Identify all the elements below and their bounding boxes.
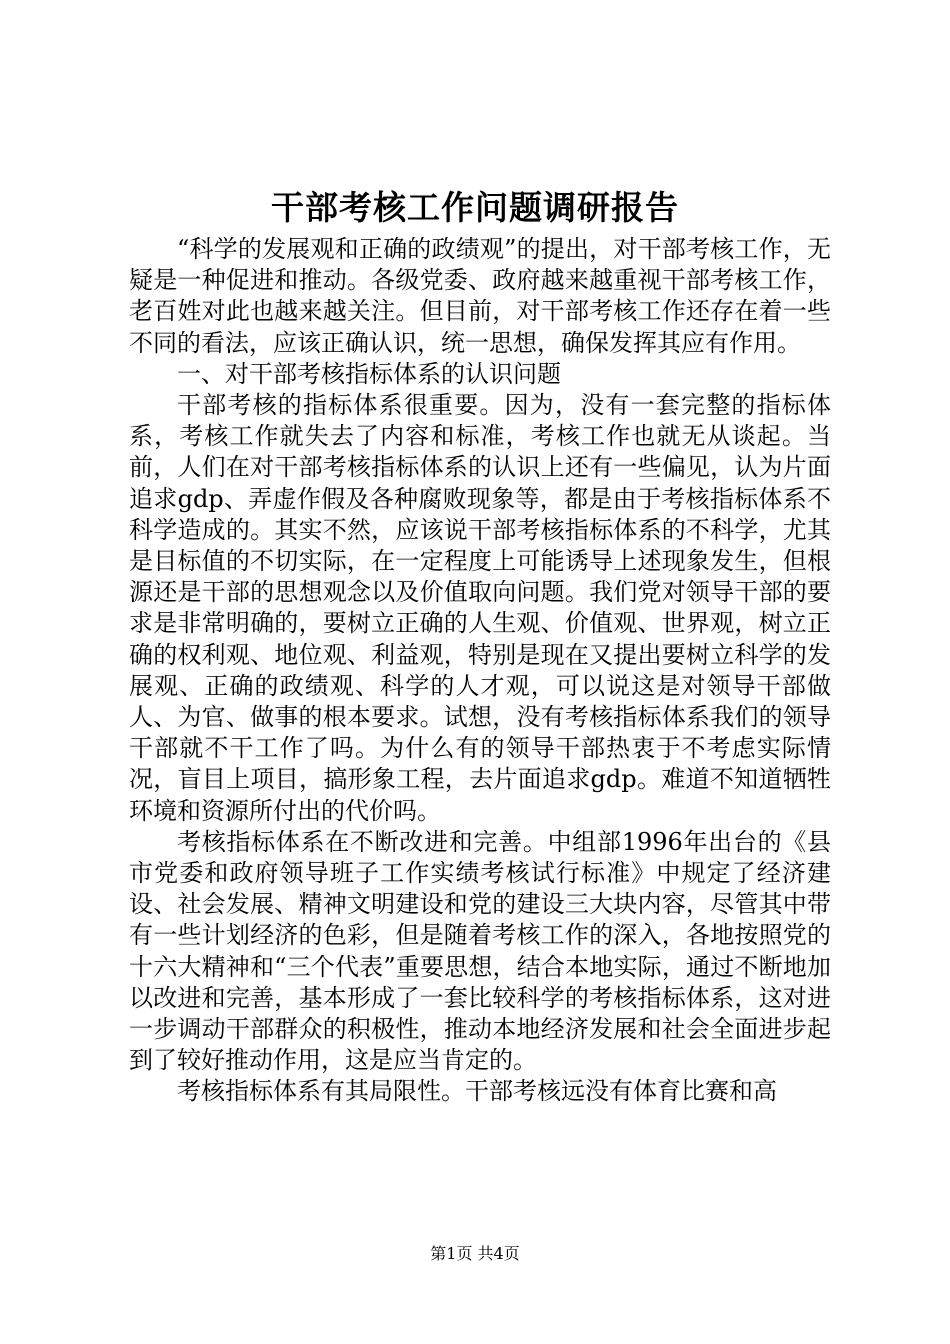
section-heading-1: 一、对干部考核指标体系的认识问题 xyxy=(177,359,561,388)
page-footer: 第1页 共4页 xyxy=(430,1244,520,1263)
paragraph-intro: “科学的发展观和正确的政绩观”的提出，对干部考核工作，无疑是一种促进和推动。各级党委、政府越来越重视干部考核工作，老百姓对此也越来越关注。但目前，对干部考核工作还存在着一些不同的看法，应该正确认识，统一思想，确保发挥其应有作用。 xyxy=(129,235,831,357)
paragraph-indicator-importance: 干部考核的指标体系很重要。因为，没有一套完整的指标体系，考核工作就失去了内容和标准，考核工作也就无从谈起。当前，人们在对干部考核指标体系的认识上还有一些偏见，认为片面追求gdp、弄虚作假及各种腐败现象等，都是由于考核指标体系不科学造成的。其实不然，应该说干部考核指标体系的不科学，尤其是目标值的不切实际，在一定程度上可能诱导上述现象发生，但根源还是干部的思想观念以及价值取向问题。我们党对领导干部的要求是非常明确的，要树立正确的人生观、价值观、世界观，树立正确的权利观、地位观、利益观，特别是现在又提出要树立科学的发展观、正确的政绩观、科学的人才观，可以说这是对领导干部做人、为官、做事的根本要求。试想，没有考核指标体系我们的领导干部就不干工作了吗。为什么有的领导干部热衷于不考虑实际情况，盲目上项目，搞形象工程，去片面追求gdp。难道不知道牺牲环境和资源所付出的代价吗。 xyxy=(129,391,831,825)
document-body xyxy=(129,234,831,1108)
paragraph-indicator-improvement: 考核指标体系在不断改进和完善。中组部1996年出台的《县市党委和政府领导班子工作实绩考核试行标准》中规定了经济建设、社会发展、精神文明建设和党的建设三大块内容，尽管其中带有一些计划经济的色彩，但是随着考核工作的深入，各地按照党的十六大精神和“三个代表”重要思想，结合本地实际，通过不断地加以改进和完善，基本形成了一套比较科学的考核指标体系，这对进一步调动干部群众的积极性，推动本地经济发展和社会全面进步起到了较好推动作用，这是应当肯定的。 xyxy=(129,827,831,1075)
paragraph-indicator-limitation: 考核指标体系有其局限性。干部考核远没有体育比赛和高 xyxy=(177,1077,777,1106)
document-title: 干部考核工作问题调研报告 xyxy=(271,188,679,227)
